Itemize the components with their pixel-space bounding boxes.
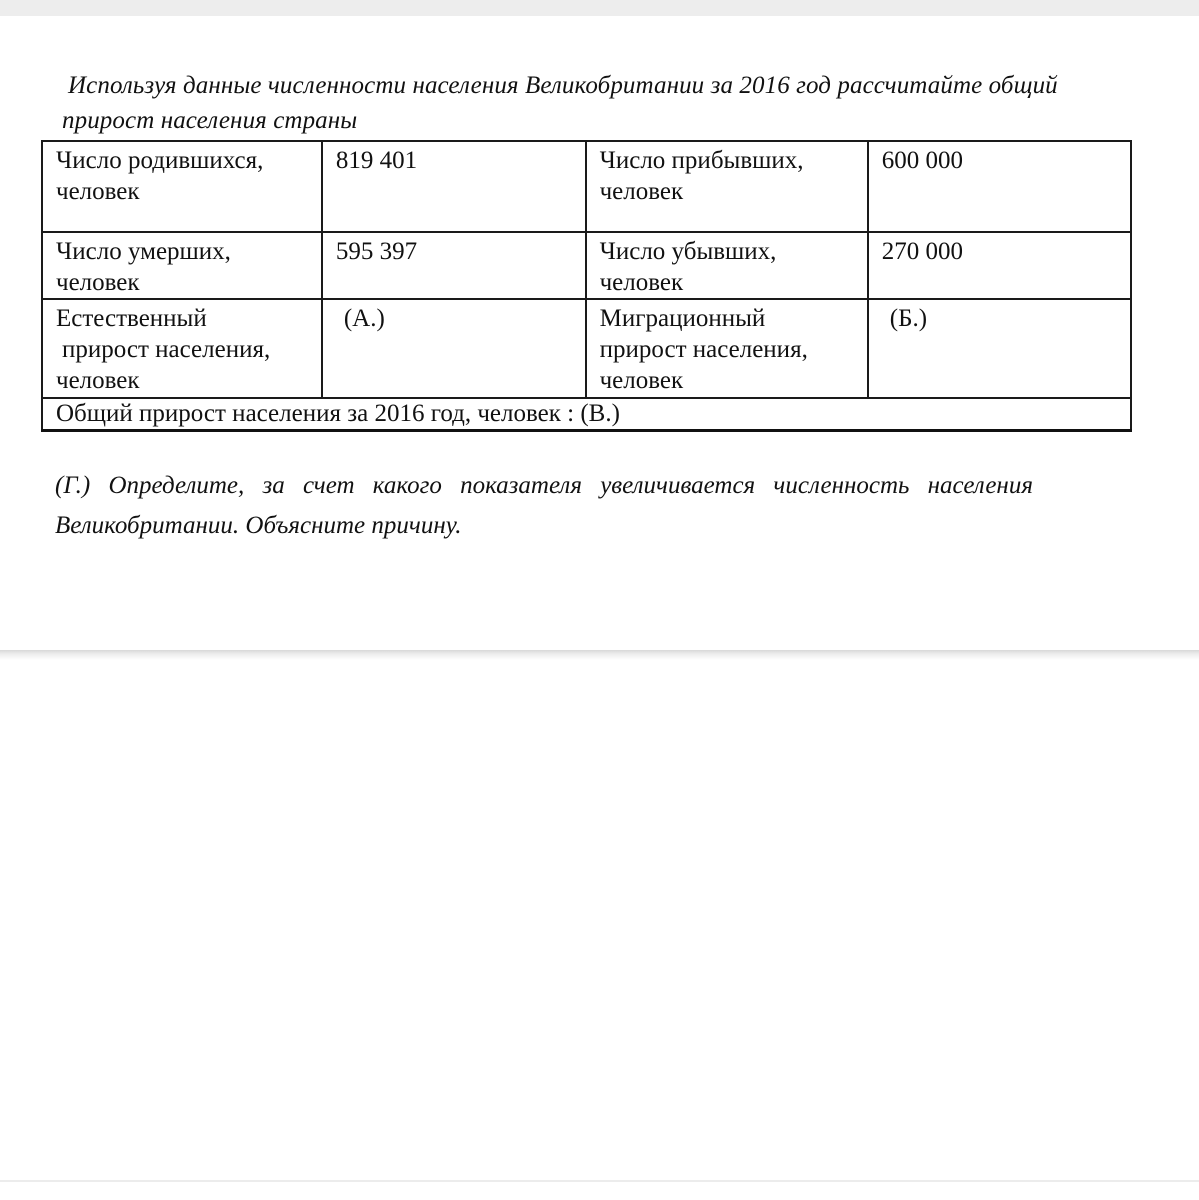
natural-growth-label-line-3: человек	[56, 367, 140, 394]
arrivals-label-line-1: Число прибывших,	[599, 147, 804, 174]
question-g	[55, 466, 1181, 546]
page-separator	[0, 650, 1199, 660]
natural-growth-answer-a: (А.)	[343, 305, 385, 332]
deaths-value: 595 397	[335, 238, 418, 265]
population-data-table	[41, 140, 1132, 432]
births-label-cell	[42, 141, 322, 232]
task-instruction-line-1: Используя данные численности населения Великобритании за 2016 год рассчитайте общий	[68, 72, 1058, 99]
departures-label-cell	[586, 232, 868, 299]
births-label-line-2: человек	[56, 178, 140, 205]
question-g-line-1: (Г.) Определите, за счет какого показателя увеличивается численность населения	[55, 472, 1033, 499]
natural-growth-value-cell	[322, 299, 586, 398]
deaths-label-cell	[42, 232, 322, 299]
migration-growth-label-line-1: Миграционный	[599, 305, 766, 332]
arrivals-label-cell	[586, 141, 868, 232]
arrivals-value: 600 000	[881, 147, 964, 174]
question-g-line-2: Великобритании. Объясните причину.	[55, 512, 462, 539]
table-row-total	[42, 398, 1131, 431]
departures-label-line-1: Число убывших,	[599, 238, 777, 265]
arrivals-label-line-2: человек	[599, 178, 684, 205]
deaths-value-cell	[322, 232, 586, 299]
natural-growth-label-cell	[42, 299, 322, 398]
migration-growth-label-line-2: прирост населения,	[599, 336, 808, 363]
total-growth-cell	[42, 398, 1131, 431]
births-value: 819 401	[335, 147, 418, 174]
natural-growth-label-line-2: прирост населения,	[62, 336, 271, 363]
bottom-divider	[0, 1180, 1199, 1182]
departures-label-line-2: человек	[599, 269, 684, 296]
deaths-label-line-2: человек	[56, 269, 140, 296]
births-label-line-1: Число родившихся,	[56, 147, 264, 174]
task-instruction-line-2: прирост населения страны	[62, 107, 358, 134]
departures-value-cell	[868, 232, 1131, 299]
table-row-births-arrivals	[42, 141, 1131, 232]
births-value-cell	[322, 141, 586, 232]
migration-growth-label-cell	[586, 299, 868, 398]
viewer-top-bar	[0, 0, 1199, 16]
table-row-deaths-departures	[42, 232, 1131, 299]
migration-growth-answer-b: (Б.)	[889, 305, 928, 332]
migration-growth-value-cell	[868, 299, 1131, 398]
task-instruction	[62, 68, 1184, 138]
deaths-label-line-1: Число умерших,	[56, 238, 231, 265]
arrivals-value-cell	[868, 141, 1131, 232]
natural-growth-label-line-1: Естественный	[56, 305, 207, 332]
migration-growth-label-line-3: человек	[599, 367, 684, 394]
departures-value: 270 000	[881, 238, 964, 265]
total-growth-label: Общий прирост населения за 2016 год, человек : (В.)	[56, 400, 620, 427]
table-row-natural-migration	[42, 299, 1131, 398]
